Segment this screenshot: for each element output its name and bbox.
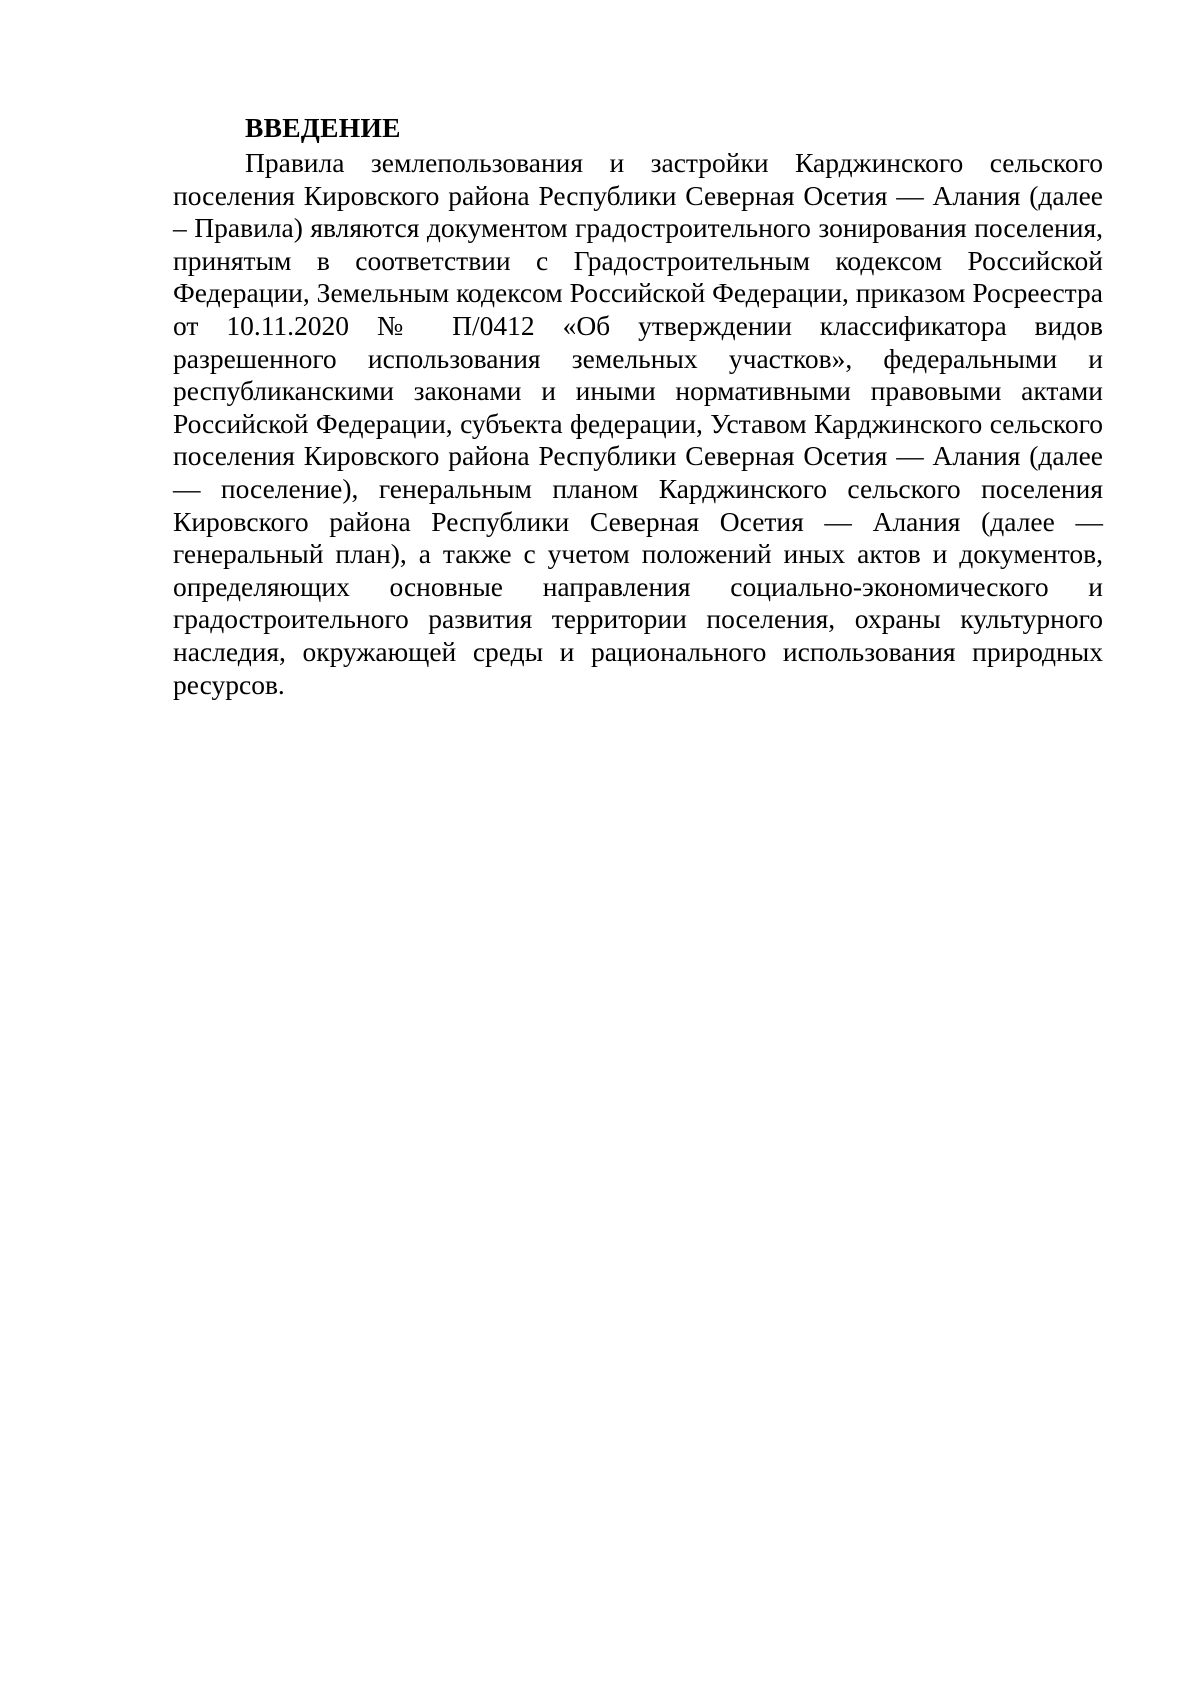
intro-paragraph: Правила землепользования и застройки Карджинского сельского поселения Кировского района Республики Северная Осетия — Алания (далее – Правила) являются документом градостроительного зонирования поселения, принятым в соответствии с Градостроительным кодексом Российской Федерации, Земельным кодексом Российской Федерации, приказом Росреестра от 10.11.2020 № П/0412 «Об утверждении классификатора видов разрешенного использования земельных участков», федеральными и республиканскими законами и иными нормативными правовыми актами Российской Федерации, субъекта федерации, Уставом Карджинского сельского поселения Кировского района Республики Северная Осетия — Алания (далее — поселение), генеральным планом Карджинского сельского поселения Кировского района Республики Северная Осетия — Алания (далее — генеральный план), а также с учетом положений иных актов и документов, определяющих основные направления социально-экономического и градостроительного развития территории поселения, охраны культурного наследия, окружающей среды и рационального использования природных ресурсов. xyxy=(173,147,1103,700)
document-body xyxy=(173,112,1103,701)
section-heading: ВВЕДЕНИЕ xyxy=(245,112,401,143)
